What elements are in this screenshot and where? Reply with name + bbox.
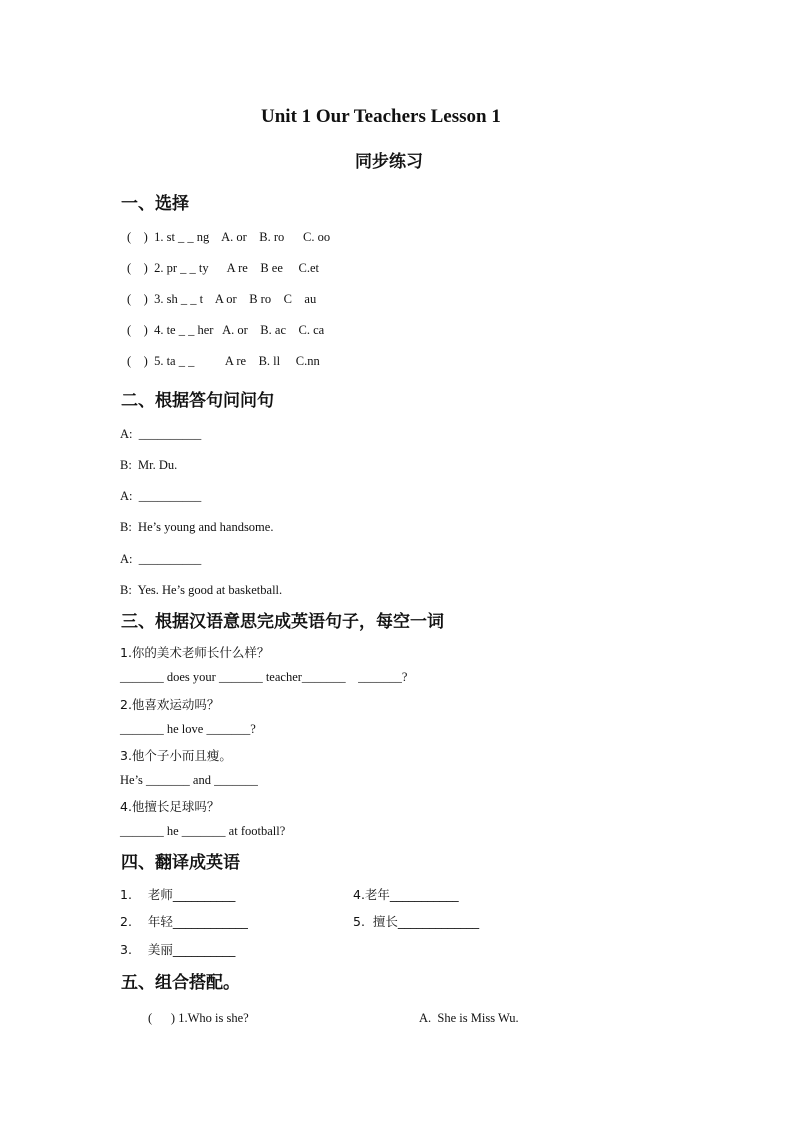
match-question-1: ( ) 1.Who is she? (148, 1011, 249, 1025)
translate-item-4: 4.老年___________ (353, 887, 459, 902)
section1-heading: 一、选择 (121, 194, 189, 214)
choice-item-1: ( ) 1. st _ _ ng A. or B. ro C. oo (127, 230, 331, 244)
choice-item-5: ( ) 5. ta _ _ A re B. ll C.nn (127, 354, 320, 368)
section2-heading: 二、根据答句问问句 (121, 391, 274, 411)
sentence-answer-3: He’s _______ and _______ (120, 773, 258, 787)
sentence-answer-1: _______ does your _______ teacher_______ _______? (120, 670, 408, 684)
sentence-answer-4: _______ he _______ at football? (120, 824, 286, 838)
translate-item-1: 1. 老师__________ (120, 887, 236, 902)
section5-heading: 五、组合搭配。 (121, 973, 240, 993)
dialogue-line-2: B: Mr. Du. (120, 458, 178, 472)
sentence-answer-2: _______ he love _______? (120, 722, 256, 736)
sentence-prompt-1: 1.你的美术老师长什么样？ (120, 645, 270, 660)
section4-heading: 四、翻译成英语 (121, 853, 240, 873)
dialogue-line-5: A: __________ (120, 552, 202, 566)
choice-item-2: ( ) 2. pr _ _ ty A re B ee C.et (127, 261, 319, 275)
sentence-prompt-4: 4.他擅长足球吗？ (120, 799, 220, 814)
choice-item-4: ( ) 4. te _ _ her A. or B. ac C. ca (127, 323, 325, 337)
dialogue-line-1: A: __________ (120, 427, 202, 441)
page-subtitle: 同步练习 (355, 152, 423, 172)
match-answer-a: A. She is Miss Wu. (419, 1011, 519, 1025)
dialogue-line-4: B: He’s young and handsome. (120, 520, 274, 534)
section3-heading: 三、根据汉语意思完成英语句子，每空一词 (121, 612, 444, 632)
sentence-prompt-3: 3.他个子小而且瘦。 (120, 748, 232, 763)
page-title: Unit 1 Our Teachers Lesson 1 (261, 106, 501, 127)
choice-item-3: ( ) 3. sh _ _ t A or B ro C au (127, 292, 317, 306)
dialogue-line-3: A: __________ (120, 489, 202, 503)
dialogue-line-6: B: Yes. He’s good at basketball. (120, 583, 283, 597)
translate-item-3: 3. 美丽__________ (120, 942, 236, 957)
translate-item-2: 2. 年轻____________ (120, 914, 248, 929)
sentence-prompt-2: 2.他喜欢运动吗？ (120, 697, 220, 712)
translate-item-5: 5. 擅长_____________ (353, 914, 480, 929)
